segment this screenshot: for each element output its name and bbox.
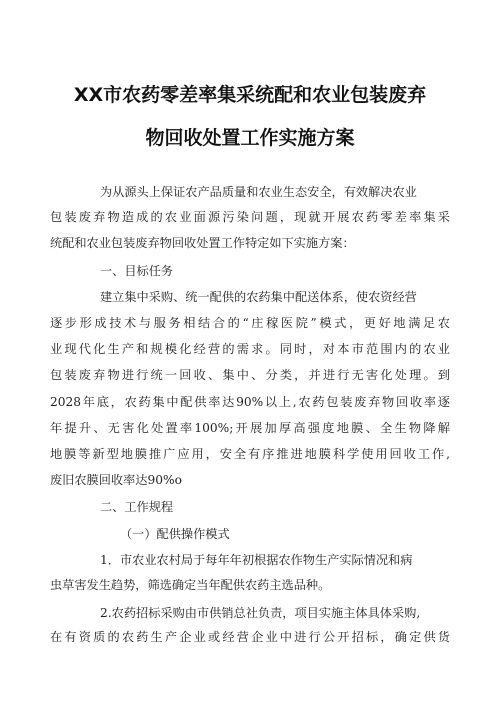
paragraph-line: 逐步形成技术与服务相结合的“庄稼医院”模式，更好地满足农 [50,316,450,330]
paragraph-line: 2.农药招标采购由市供销总社负责，项目实施主体具体采购, [100,606,421,620]
paragraph-line: 包装废弃物进行统一回收、集中、分类，并进行无害化处理。到 [50,368,450,382]
paragraph-line: 地膜等新型地膜推广应用，安全有序推进地膜科学使用回收工作, [50,447,450,461]
paragraph-line: 年提升、无害化处置率100%;开展加厚高强度地膜、全生物降解 [50,421,450,435]
document-title-line-1: XX市农药零差率集采统配和农业包装废弃 [73,84,427,106]
paragraph-line: 1．市农业农村局于每年年初根据农作物生产实际情况和病 [100,553,413,567]
paragraph-line: 虫草害发生趋势，筛选确定当年配供农药主选品种。 [50,578,331,592]
paragraph-line: 为从源头上保证农产品质量和农业生态安全，有效解决农业 [100,185,417,199]
paragraph-line: 业现代化生产和规模化经营的需求。同时，对本市范围内的农业 [50,342,450,356]
paragraph-line: 废旧农膜回收率达90%o [50,473,182,487]
paragraph-line: 建立集中采购、统一配供的农药集中配送体系，使农资经营 [100,290,417,304]
document-title-line-2: 物回收处置工作实施方案 [145,127,355,149]
section-heading: 二、工作规程 [100,500,174,514]
paragraph-line: 统配和农业包装废弃物回收处置工作特定如下实施方案： [50,236,355,250]
paragraph-line: 在有资质的农药生产企业或经营企业中进行公开招标，确定供货 [50,630,450,644]
paragraph-line: 包装废弃物造成的农业面源污染问题，现就开展农药零差率集采 [50,210,450,224]
section-heading: 一、目标任务 [100,264,174,278]
paragraph-line: 2028年底，农药集中配供率达90%以上,农药包装废弃物回收率逐 [50,395,450,409]
subsection-heading: （一）配供操作模式 [120,527,230,541]
